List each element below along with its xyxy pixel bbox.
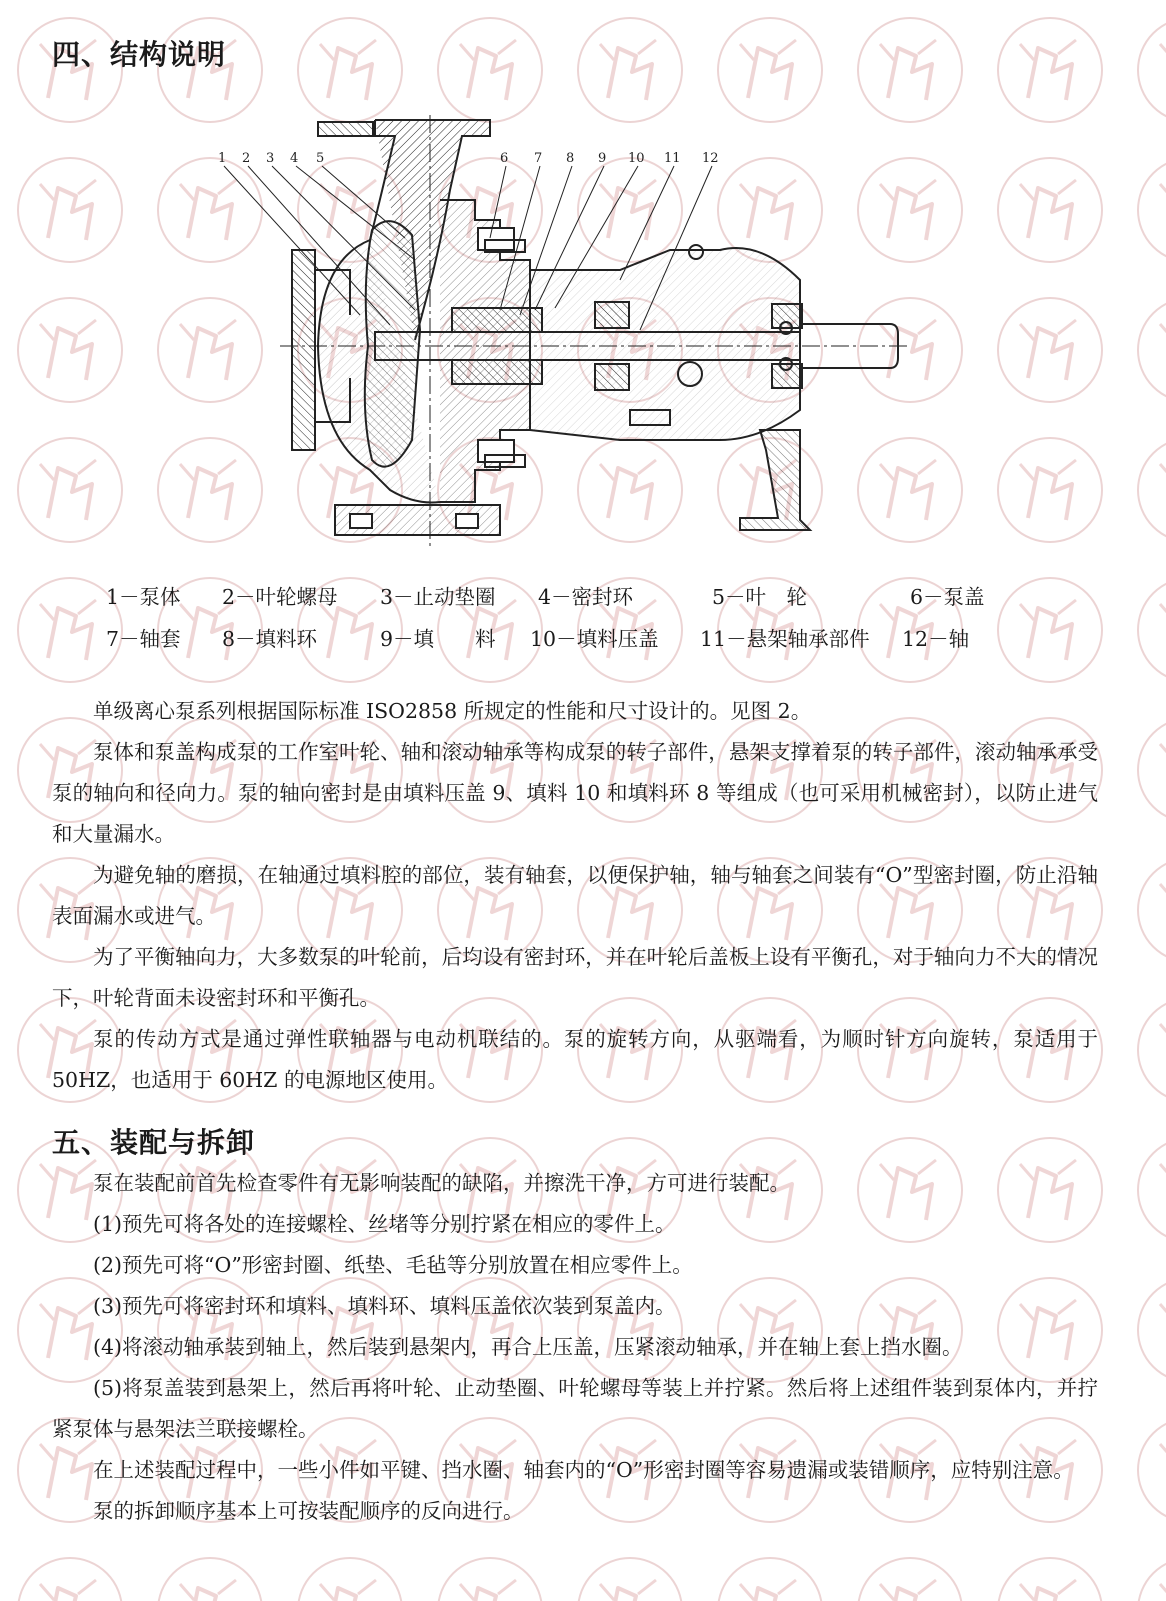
legend-item-11: 11－悬架轴承部件 — [700, 627, 870, 651]
section-4-title: 四、结构说明 — [52, 38, 227, 71]
paragraph: 泵的传动方式是通过弹性联轴器与电动机联结的。泵的旋转方向，从驱端看，为顺时针方向旋转，泵适用于 50HZ，也适用于 60HZ 的电源地区使用。 — [52, 1027, 1098, 1092]
part-label-9: 9 — [598, 151, 607, 166]
paragraph: 单级离心泵系列根据国际标准 ISO2858 所规定的性能和尺寸设计的。见图 2。 — [93, 699, 812, 723]
legend-item-5: 5－叶 轮 — [712, 585, 808, 609]
part-label-10: 10 — [628, 151, 645, 166]
section-5-title: 五、装配与拆卸 — [52, 1126, 256, 1159]
assembly-instructions — [52, 1163, 1098, 1532]
paragraph: (4)将滚动轴承装到轴上，然后装到悬架内，再合上压盖，压紧滚动轴承，并在轴上套上挡水圈。 — [93, 1335, 963, 1359]
part-label-2: 2 — [242, 151, 251, 166]
part-label-11: 11 — [664, 151, 681, 166]
legend-item-6: 6－泵盖 — [910, 585, 985, 609]
part-label-3: 3 — [266, 151, 275, 166]
legend-item-3: 3－止动垫圈 — [380, 585, 496, 609]
legend-item-8: 8－填料环 — [222, 627, 318, 651]
structure-description — [52, 691, 1098, 1101]
part-label-4: 4 — [290, 151, 299, 166]
part-label-1: 1 — [218, 151, 227, 166]
paragraph: 泵体和泵盖构成泵的工作室叶轮、轴和滚动轴承等构成泵的转子部件，悬架支撑着泵的转子部件，滚动轴承承受泵的轴向和径向力。泵的轴向密封是由填料压盖 9、填料 10 和填料环 8 等组成（也可采用机械密封），以防止进气和大量漏水。 — [52, 740, 1098, 846]
legend-item-7: 7－轴套 — [106, 627, 181, 651]
part-label-12: 12 — [702, 151, 719, 166]
paragraph: (5)将泵盖装到悬架上，然后再将叶轮、止动垫圈、叶轮螺母等装上并拧紧。然后将上述组件装到泵体内，并拧紧泵体与悬架法兰联接螺栓。 — [52, 1376, 1098, 1441]
legend-item-12: 12－轴 — [902, 627, 970, 651]
part-label-6: 6 — [500, 151, 509, 166]
legend-item-9: 9－填 料 — [380, 627, 496, 651]
paragraph: 在上述装配过程中，一些小件如平键、挡水圈、轴套内的“O”形密封圈等容易遗漏或装错顺序，应特别注意。 — [93, 1458, 1074, 1482]
legend-item-10: 10－填料压盖 — [530, 627, 659, 651]
legend-item-2: 2－叶轮螺母 — [222, 585, 338, 609]
pump-cross-section-drawing — [200, 110, 920, 570]
paragraph: (2)预先可将“O”形密封圈、纸垫、毛毡等分别放置在相应零件上。 — [93, 1253, 693, 1277]
paragraph: (1)预先可将各处的连接螺栓、丝堵等分别拧紧在相应的零件上。 — [93, 1212, 676, 1236]
paragraph: 泵在装配前首先检查零件有无影响装配的缺陷，并擦洗干净，方可进行装配。 — [93, 1171, 790, 1195]
part-label-7: 7 — [534, 151, 543, 166]
part-label-5: 5 — [316, 151, 325, 166]
part-label-8: 8 — [566, 151, 575, 166]
legend-item-1: 1－泵体 — [106, 585, 181, 609]
paragraph: 泵的拆卸顺序基本上可按装配顺序的反向进行。 — [93, 1499, 524, 1523]
paragraph: (3)预先可将密封环和填料、填料环、填料压盖依次装到泵盖内。 — [93, 1294, 676, 1318]
paragraph: 为了平衡轴向力，大多数泵的叶轮前，后均设有密封环，并在叶轮后盖板上设有平衡孔，对于轴向力不大的情况下，叶轮背面未设密封环和平衡孔。 — [52, 945, 1098, 1010]
legend-item-4: 4－密封环 — [538, 585, 634, 609]
paragraph: 为避免轴的磨损，在轴通过填料腔的部位，装有轴套，以便保护轴，轴与轴套之间装有“O”型密封圈，防止沿轴表面漏水或进气。 — [52, 863, 1098, 928]
